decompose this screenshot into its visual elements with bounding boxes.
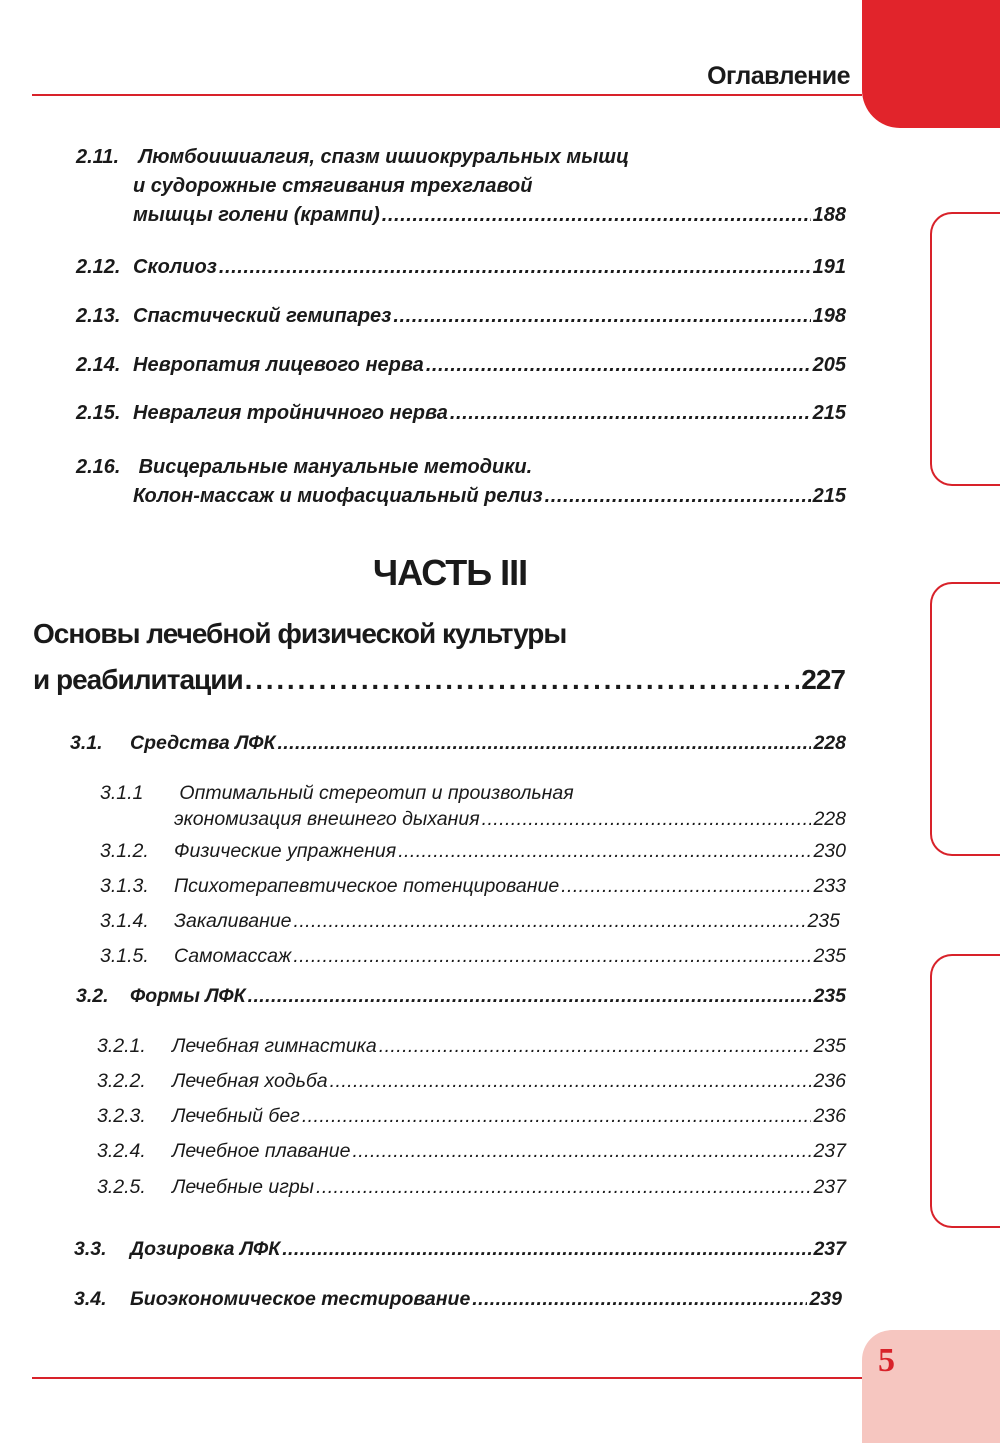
entry-number: 2.11. (76, 146, 119, 168)
leader-dots (293, 945, 811, 968)
entry-title: Закаливание (174, 910, 292, 932)
leader-dots (450, 402, 811, 425)
entry-number: 3.1.5. (100, 945, 149, 967)
entry-title: Самомассаж (174, 945, 292, 967)
leader-dots (379, 1035, 812, 1058)
entry-page: 235 (807, 910, 840, 932)
toc-entry-2-11[interactable] (76, 143, 846, 230)
entry-page: 228 (813, 808, 846, 830)
toc-entry[interactable] (76, 256, 846, 279)
entry-title-line: Висцеральные мануальные методики. (138, 456, 533, 478)
entry-title: Средства ЛФК (130, 732, 276, 754)
entry-title-line: мышцы голени (крампи) (133, 204, 380, 226)
entry-page: 235 (813, 1035, 846, 1057)
toc-subentry[interactable] (97, 1035, 846, 1058)
leader-dots (472, 1288, 807, 1311)
entry-title-line: Люмбоишиалгия, спазм ишиокруральных мышц (138, 146, 630, 168)
toc-subentry[interactable] (97, 1140, 846, 1163)
leader-dots (248, 985, 812, 1008)
entry-number: 3.2.3. (97, 1105, 146, 1127)
entry-number: 2.13. (76, 305, 121, 327)
entry-number: 3.2. (76, 985, 109, 1007)
entry-number: 3.2.5. (97, 1176, 146, 1198)
entry-page: 228 (813, 732, 846, 754)
toc-subentry[interactable] (100, 840, 846, 863)
leader-dots (316, 1176, 811, 1199)
leader-dots (352, 1140, 811, 1163)
toc-entry[interactable] (76, 402, 846, 425)
toc-subentry[interactable] (97, 1105, 846, 1128)
entry-page: 227 (801, 664, 845, 695)
entry-number: 3.1.4. (100, 910, 149, 932)
toc-subentry[interactable] (100, 875, 846, 898)
toc-section-3-2[interactable] (76, 985, 846, 1008)
part-heading-entry[interactable] (33, 664, 845, 696)
entry-page: 230 (813, 840, 846, 862)
entry-page: 236 (813, 1070, 846, 1092)
entry-title: Лечебная гимнастика (172, 1035, 377, 1057)
leader-dots (382, 201, 811, 230)
entry-number: 2.15. (76, 402, 121, 424)
entry-page: 239 (809, 1288, 842, 1310)
header-title: Оглавление (707, 62, 850, 90)
toc-subentry-3-1-1[interactable] (100, 780, 846, 832)
entry-title: Лечебное плавание (172, 1140, 351, 1162)
entry-title-line: Колон-массаж и миофасциальный релиз (133, 485, 543, 507)
leader-dots (330, 1070, 812, 1093)
part-heading-line: и реабилитации (33, 664, 243, 695)
leader-dots (426, 354, 811, 377)
entry-title: Лечебные игры (172, 1176, 315, 1198)
entry-title: Невралгия тройничного нерва (133, 402, 448, 424)
toc-entry-2-16[interactable] (76, 453, 846, 511)
entry-page: 215 (812, 402, 846, 424)
entry-title-line: и судорожные стягивания трехглавой (133, 175, 533, 197)
entry-page: 236 (813, 1105, 846, 1127)
entry-number: 2.14. (76, 354, 121, 376)
entry-title-line: Оптимальный стереотип и произвольная (179, 782, 574, 804)
leader-dots (294, 910, 806, 933)
toc-section-3-1[interactable] (70, 732, 846, 755)
entry-title: Невропатия лицевого нерва (133, 354, 424, 376)
entry-number: 3.2.1. (97, 1035, 146, 1057)
entry-page: 237 (813, 1238, 846, 1260)
entry-title-line: экономизация внешнего дыхания (174, 808, 480, 830)
entry-page: 235 (813, 985, 846, 1007)
entry-title: Лечебная ходьба (172, 1070, 328, 1092)
leader-dots (245, 664, 800, 696)
leader-dots (277, 732, 811, 755)
entry-number: 2.16. (76, 456, 121, 478)
entry-title: Биоэкономическое тестирование (130, 1288, 471, 1310)
entry-number: 3.2.2. (97, 1070, 146, 1092)
entry-number: 3.1.2. (100, 840, 149, 862)
leader-dots (482, 806, 812, 832)
leader-dots (282, 1238, 811, 1261)
entry-page: 237 (813, 1176, 846, 1198)
toc-subentry[interactable] (100, 910, 840, 933)
entry-number: 3.1.3. (100, 875, 149, 897)
corner-tab (862, 0, 1000, 128)
toc-entry[interactable] (76, 305, 846, 328)
entry-number: 2.12. (76, 256, 121, 278)
entry-page: 205 (812, 354, 846, 376)
toc-subentry[interactable] (100, 945, 846, 968)
leader-dots (398, 840, 811, 863)
header-rule (32, 94, 862, 96)
entry-number: 3.1.1 (100, 782, 144, 804)
leader-dots (561, 875, 811, 898)
entry-title: Психотерапевтическое потенцирование (174, 875, 560, 897)
entry-title: Дозировка ЛФК (130, 1238, 281, 1260)
leader-dots (393, 305, 810, 328)
side-tab (930, 582, 1000, 856)
leader-dots (302, 1105, 812, 1128)
entry-number: 3.3. (74, 1238, 107, 1260)
side-tab (930, 212, 1000, 486)
leader-dots (219, 256, 811, 279)
entry-page: 237 (813, 1140, 846, 1162)
part-title: ЧАСТЬ III (372, 552, 528, 593)
entry-title: Спастический гемипарез (133, 305, 392, 327)
entry-title: Сколиоз (133, 256, 217, 278)
toc-subentry[interactable] (97, 1070, 846, 1093)
entry-number: 3.2.4. (97, 1140, 146, 1162)
toc-entry[interactable] (76, 354, 846, 377)
entry-page: 191 (812, 256, 846, 278)
toc-section-3-3[interactable] (74, 1238, 846, 1261)
entry-page: 188 (812, 204, 846, 226)
entry-page: 235 (813, 945, 846, 967)
side-tab (930, 954, 1000, 1228)
toc-section-3-4[interactable] (74, 1288, 842, 1311)
entry-number: 3.1. (70, 732, 103, 754)
toc-subentry[interactable] (97, 1176, 846, 1199)
entry-number: 3.4. (74, 1288, 107, 1310)
entry-page: 233 (813, 875, 846, 897)
entry-title: Физические упражнения (174, 840, 397, 862)
entry-title: Формы ЛФК (130, 985, 246, 1007)
page-number: 5 (878, 1342, 895, 1379)
entry-title: Лечебный бег (172, 1105, 300, 1127)
entry-page: 215 (812, 485, 846, 507)
leader-dots (545, 482, 811, 511)
footer-rule (32, 1377, 862, 1379)
entry-page: 198 (812, 305, 846, 327)
part-heading-line: Основы лечебной физической культуры (33, 618, 567, 649)
